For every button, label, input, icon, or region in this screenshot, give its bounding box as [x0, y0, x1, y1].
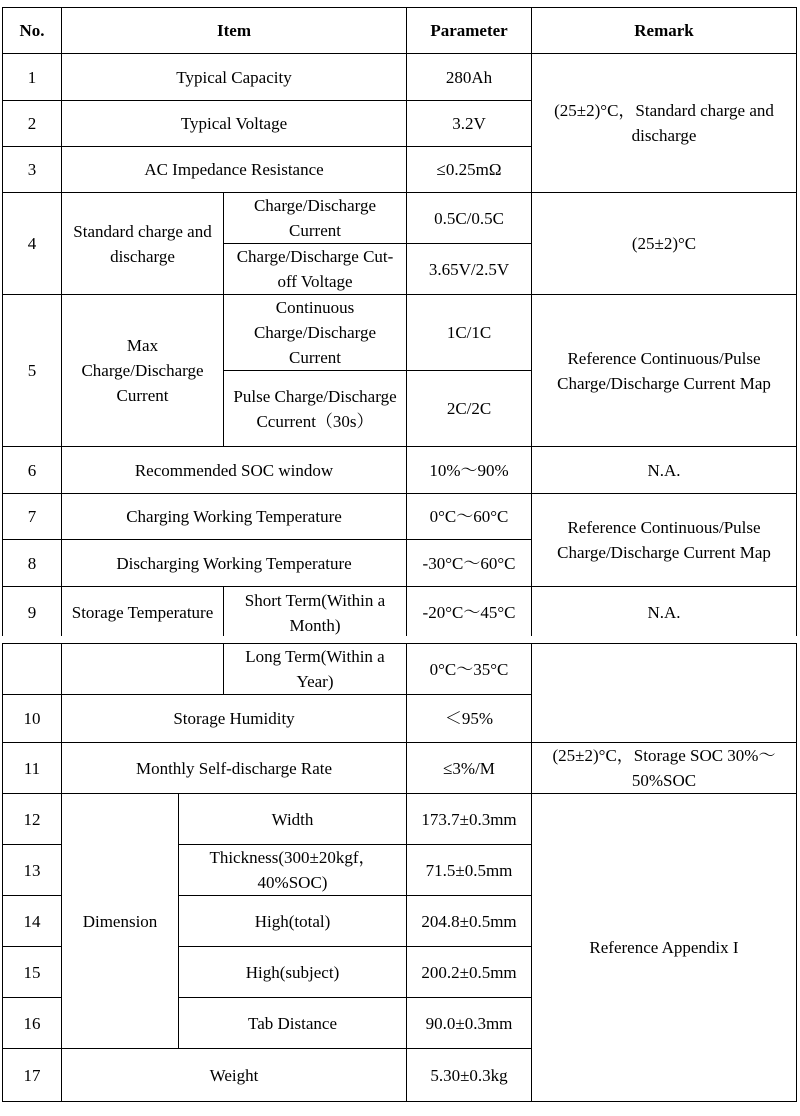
row-item: Charging Working Temperature: [62, 494, 407, 540]
row-remark: (25±2)°C: [532, 193, 797, 295]
table-row: [3, 644, 797, 695]
row-item: Storage Humidity: [62, 695, 407, 743]
row-item: Discharging Working Temperature: [62, 540, 407, 587]
row-no: 4: [3, 193, 62, 295]
row-param: 173.7±0.3mm: [407, 794, 532, 845]
row-param: 0°C～35°C: [407, 644, 532, 695]
table-row: [3, 743, 797, 794]
spec-table-part2: [2, 643, 797, 1102]
header-no: No.: [3, 8, 62, 54]
row-no: 7: [3, 494, 62, 540]
row-remark: Reference Continuous/Pulse Charge/Discharge Current Map: [532, 295, 797, 447]
header-item: Item: [62, 8, 407, 54]
row-item: Typical Capacity: [62, 54, 407, 101]
row-no: 8: [3, 540, 62, 587]
row-no: 16: [3, 998, 62, 1049]
row-param: 0°C～60°C: [407, 494, 532, 540]
row-subitem: Long Term(Within a Year): [224, 644, 407, 695]
row-subitem: Short Term(Within a Month): [224, 587, 407, 639]
row-subitem: Tab Distance: [179, 998, 407, 1049]
row-param: 200.2±0.5mm: [407, 947, 532, 998]
row-param: 71.5±0.5mm: [407, 845, 532, 896]
spec-table-part1: [2, 7, 797, 639]
row-no: 5: [3, 295, 62, 447]
row-no: 9: [3, 587, 62, 639]
row-no: 12: [3, 794, 62, 845]
row-param: 2C/2C: [407, 371, 532, 447]
row-param: 280Ah: [407, 54, 532, 101]
table-row: [3, 295, 797, 371]
row-item: Dimension: [62, 794, 179, 1049]
table-row: [3, 193, 797, 244]
row-no: 13: [3, 845, 62, 896]
row-remark: N.A.: [532, 587, 797, 639]
row-item: Standard charge and discharge: [62, 193, 224, 295]
row-remark: N.A.: [532, 447, 797, 494]
row-param: 5.30±0.3kg: [407, 1049, 532, 1102]
header-remark: Remark: [532, 8, 797, 54]
row-no: 15: [3, 947, 62, 998]
row-param: 1C/1C: [407, 295, 532, 371]
row-no: 10: [3, 695, 62, 743]
row-param: ≤3%/M: [407, 743, 532, 794]
row-no: 2: [3, 101, 62, 147]
row-param: 3.65V/2.5V: [407, 244, 532, 295]
row-subitem: Charge/Discharge Cut-off Voltage: [224, 244, 407, 295]
row-no: 17: [3, 1049, 62, 1102]
row-item-empty: [62, 644, 224, 695]
row-param: 10%～90%: [407, 447, 532, 494]
row-param: -30°C～60°C: [407, 540, 532, 587]
row-param: 90.0±0.3mm: [407, 998, 532, 1049]
row-item: Storage Temperature: [62, 587, 224, 639]
row-subitem: Continuous Charge/Discharge Current: [224, 295, 407, 371]
row-item: Monthly Self-discharge Rate: [62, 743, 407, 794]
row-subitem: Charge/Discharge Current: [224, 193, 407, 244]
row-no: 6: [3, 447, 62, 494]
row-item: AC Impedance Resistance: [62, 147, 407, 193]
row-item: Recommended SOC window: [62, 447, 407, 494]
row-subitem: High(total): [179, 896, 407, 947]
row-subitem: Thickness(300±20kgf，40%SOC): [179, 845, 407, 896]
row-remark: Reference Continuous/Pulse Charge/Discharge Current Map: [532, 494, 797, 587]
table-row: [3, 447, 797, 494]
row-param: ＜95%: [407, 695, 532, 743]
row-no: 11: [3, 743, 62, 794]
table-row: [3, 587, 797, 639]
row-param: ≤0.25mΩ: [407, 147, 532, 193]
row-no: 3: [3, 147, 62, 193]
table-row: [3, 54, 797, 101]
row-remark: Reference Appendix I: [532, 794, 797, 1102]
row-remark-empty: [532, 644, 797, 743]
row-subitem: High(subject): [179, 947, 407, 998]
row-param: 3.2V: [407, 101, 532, 147]
row-subitem: Width: [179, 794, 407, 845]
row-param: -20°C～45°C: [407, 587, 532, 639]
row-item: Weight: [62, 1049, 407, 1102]
row-param: 204.8±0.5mm: [407, 896, 532, 947]
row-no: 1: [3, 54, 62, 101]
page-break: [0, 636, 800, 643]
header-row: [3, 8, 797, 54]
row-param: 0.5C/0.5C: [407, 193, 532, 244]
row-no: 14: [3, 896, 62, 947]
row-remark: (25±2)°C，Storage SOC 30%～50%SOC: [532, 743, 797, 794]
row-item: Max Charge/Discharge Current: [62, 295, 224, 447]
row-subitem: Pulse Charge/Discharge Ccurrent（30s）: [224, 371, 407, 447]
row-remark: (25±2)°C，Standard charge and discharge: [532, 54, 797, 193]
row-item: Typical Voltage: [62, 101, 407, 147]
header-parameter: Parameter: [407, 8, 532, 54]
table-row: [3, 494, 797, 540]
row-no-empty: [3, 644, 62, 695]
table-row: [3, 794, 797, 845]
